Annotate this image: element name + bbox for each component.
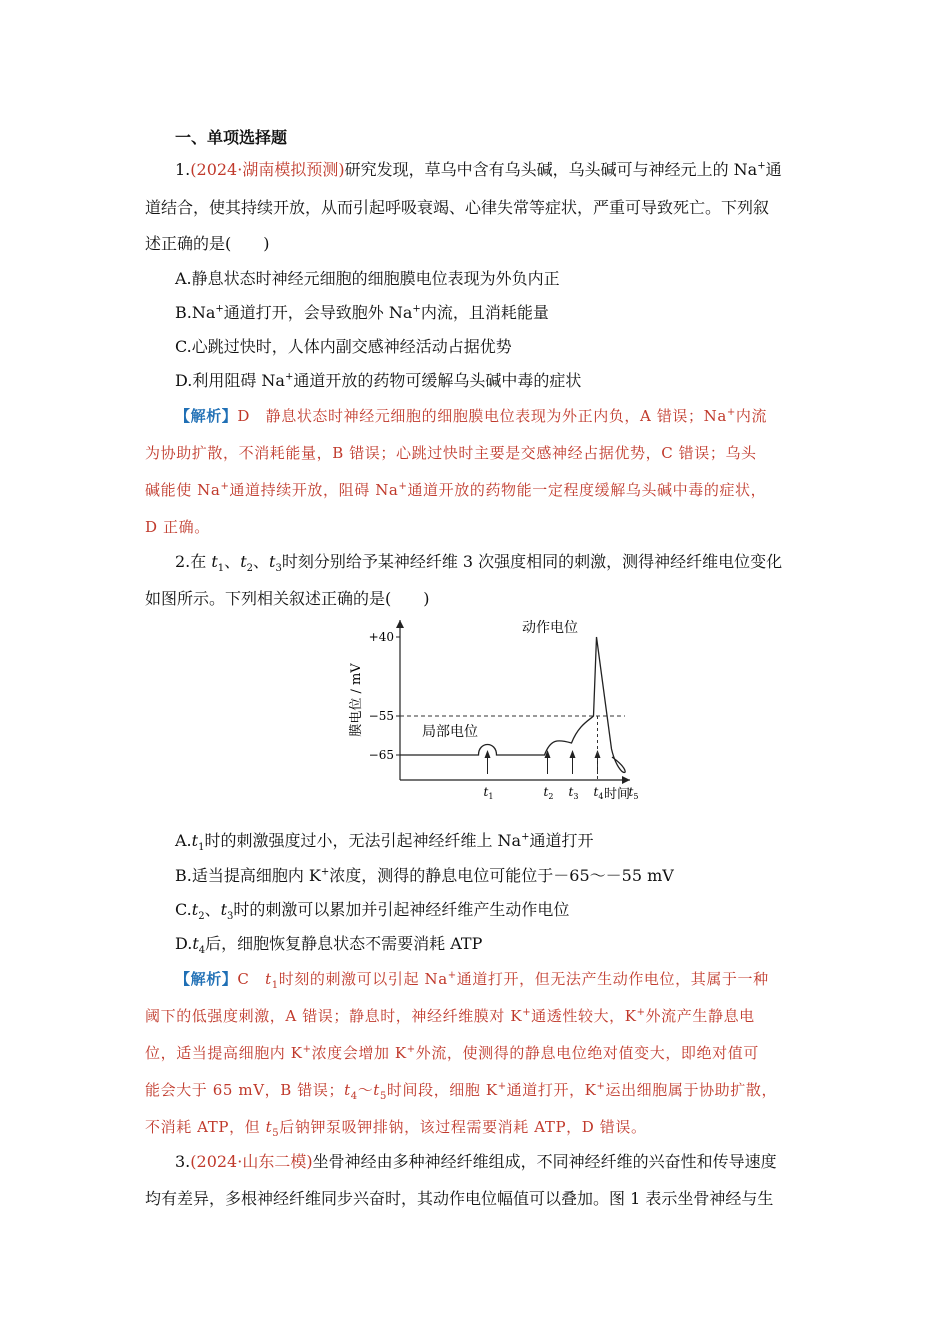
q1-option-b: B.Na+通道打开，会导致胞外 Na+内流，且消耗能量 bbox=[175, 303, 549, 322]
q3-stem-line2: 均有差异，多根神经纤维同步兴奋时，其动作电位幅值可以叠加。图 1 表示坐骨神经与生 bbox=[145, 1189, 774, 1208]
analysis-tag: 【解析】 bbox=[175, 970, 238, 988]
q2-option-a: $A.t_1$时的刺激强度过小，无法引起神经纤维上 Na+通道打开 bbox=[175, 831, 594, 854]
x-tick-label: $t_2$ bbox=[543, 785, 554, 801]
q2-option-d: $D.t_4$后，细胞恢复静息状态不需要消耗 ATP bbox=[175, 934, 483, 957]
q1-stem-line2: 道结合，使其持续开放，从而引起呼吸衰竭、心律失常等症状，严重可导致死亡。下列叙 bbox=[145, 198, 770, 217]
section-title: 一、单项选择题 bbox=[175, 128, 288, 147]
y-tick-label: +40 bbox=[368, 630, 394, 644]
q2-stem-line2: 如图所示。下列相关叙述正确的是( ) bbox=[145, 589, 430, 608]
q2-option-c: $C.t_2$、$t_3$时的刺激可以累加并引起神经纤维产生动作电位 bbox=[175, 900, 570, 923]
q3-source: (2024·山东二模) bbox=[190, 1152, 313, 1171]
x-axis-label: 时间 bbox=[603, 787, 631, 802]
y-axis-label: 膜电位 / mV bbox=[349, 663, 364, 737]
q2-analysis-line1: 【解析】C $t_1$时刻的刺激可以引起 Na+通道打开，但无法产生动作电位，其属于一种 bbox=[175, 970, 769, 991]
stimulus-arrowhead bbox=[485, 750, 491, 758]
q1-analysis-line4: D 正确。 bbox=[145, 518, 210, 536]
q1-analysis-line2: 为协助扩散，不消耗能量，B 错误；心跳过快时主要是交感神经占据优势，C 错误；乌头 bbox=[145, 444, 757, 462]
membrane-potential-curve bbox=[400, 637, 625, 773]
q1-number: 1. bbox=[175, 160, 191, 179]
x-axis-arrow bbox=[622, 776, 630, 784]
x-tick-label: $t_4$ bbox=[593, 785, 604, 801]
q2-analysis-line5: 不消耗 ATP，但 $t_5$后钠钾泵吸钾排钠，该过程需要消耗 ATP，D 错误。 bbox=[145, 1118, 647, 1139]
local-potential-label: 局部电位 bbox=[422, 724, 478, 740]
q1-option-c: C.心跳过快时，人体内副交感神经活动占据优势 bbox=[175, 337, 512, 356]
q3-stem-line1: 3.(2024·山东二模)坐骨神经由多种神经纤维组成，不同神经纤维的兴奋性和传导速度 bbox=[175, 1152, 777, 1171]
q2-analysis-line4: 能会大于 65 mV，B 错误；$t_4\sim t_5$时间段，细胞 K+通道打开，K+运出细胞属于协助扩散， bbox=[145, 1081, 778, 1102]
q1-option-d: D.利用阻碍 Na+通道开放的药物可缓解乌头碱中毒的症状 bbox=[175, 371, 582, 390]
y-tick-label: −65 bbox=[368, 748, 394, 762]
q2-stem-line1: 2.在 $t_1$、$t_2$、$t_3$时刻分别给予某神经纤维 3 次强度相同的刺激，测得神经纤维电位变化 bbox=[175, 552, 783, 575]
y-axis-arrow bbox=[396, 620, 404, 628]
stimulus-arrowhead bbox=[570, 750, 576, 758]
analysis-tag: 【解析】 bbox=[175, 407, 238, 425]
q1-analysis-line1: 【解析】D 静息状态时神经元细胞的细胞膜电位表现为外正内负，A 错误；Na+内流 bbox=[175, 407, 768, 425]
y-tick-label: −55 bbox=[368, 709, 394, 723]
action-potential-label: 动作电位 bbox=[522, 620, 578, 636]
x-tick-label: $t_5$ bbox=[628, 785, 639, 801]
x-tick-label: $t_3$ bbox=[568, 785, 579, 801]
x-tick-label: $t_1$ bbox=[483, 785, 494, 801]
q1-analysis-line3: 碱能使 Na+通道持续开放，阻碍 Na+通道开放的药物能一定程度缓解乌头碱中毒的症状， bbox=[145, 481, 767, 499]
membrane-potential-chart bbox=[340, 612, 640, 807]
q1-stem-line1: 1.(2024·湖南模拟预测)研究发现，草乌中含有乌头碱，乌头碱可与神经元上的 Na+通 bbox=[175, 160, 782, 179]
q1-option-a: A.静息状态时神经元细胞的细胞膜电位表现为外负内正 bbox=[175, 269, 560, 288]
q2-analysis-line2: 阈下的低强度刺激，A 错误；静息时，神经纤维膜对 K+通透性较大，K+外流产生静息电 bbox=[145, 1007, 755, 1025]
q1-source: (2024·湖南模拟预测) bbox=[190, 160, 345, 179]
q3-number: 3. bbox=[175, 1152, 191, 1171]
q2-analysis-line3: 位，适当提高细胞内 K+浓度会增加 K+外流，使测得的静息电位绝对值变大，即绝对值可 bbox=[145, 1044, 759, 1062]
q1-stem-line3: 述正确的是( ) bbox=[145, 234, 270, 253]
q2-option-b: B.适当提高细胞内 K+浓度，测得的静息电位可能位于－65～－55 mV bbox=[175, 866, 674, 885]
